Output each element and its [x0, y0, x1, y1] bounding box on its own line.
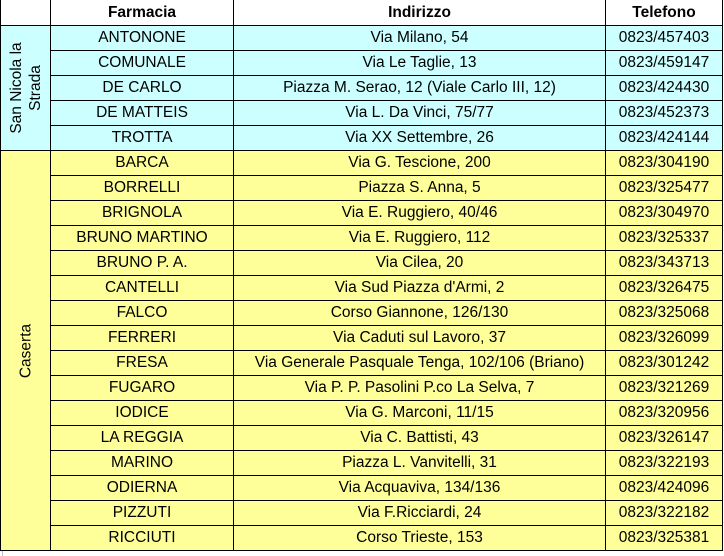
table-row [1, 151, 723, 176]
table-row [1, 176, 723, 201]
cell-telefono[interactable]: 0823/301242 [606, 351, 723, 376]
cell-farmacia[interactable]: BARCA [51, 151, 234, 176]
cell-telefono[interactable]: 0823/325337 [606, 226, 723, 251]
cell-telefono[interactable]: 0823/325477 [606, 176, 723, 201]
cell-farmacia[interactable]: DE MATTEIS [51, 101, 234, 126]
cell-indirizzo[interactable]: Via E. Ruggiero, 112 [234, 226, 606, 251]
table-row [1, 451, 723, 476]
cell-indirizzo[interactable]: Piazza L. Vanvitelli, 31 [234, 451, 606, 476]
cell-telefono[interactable]: 0823/304970 [606, 201, 723, 226]
cell-farmacia[interactable]: DE CARLO [51, 76, 234, 101]
cell-indirizzo[interactable]: Via F.Ricciardi, 24 [234, 501, 606, 526]
cell-farmacia[interactable]: FALCO [51, 301, 234, 326]
group-label-text: Caserta [17, 323, 34, 378]
cell-telefono[interactable]: 0823/321269 [606, 376, 723, 401]
table-row [1, 526, 723, 551]
cell-telefono[interactable]: 0823/322193 [606, 451, 723, 476]
table-row [1, 501, 723, 526]
cell-telefono[interactable]: 0823/322182 [606, 501, 723, 526]
table-row [1, 476, 723, 501]
cell-farmacia[interactable]: COMUNALE [51, 51, 234, 76]
table-row [1, 76, 723, 101]
cell-farmacia[interactable]: BRIGNOLA [51, 201, 234, 226]
table-row [1, 51, 723, 76]
cell-farmacia[interactable]: MARINO [51, 451, 234, 476]
cell-telefono[interactable]: 0823/459147 [606, 51, 723, 76]
table-row [1, 126, 723, 151]
cell-telefono[interactable]: 0823/325381 [606, 526, 723, 551]
cell-farmacia[interactable]: CANTELLI [51, 276, 234, 301]
cell-indirizzo[interactable]: Piazza M. Serao, 12 (Viale Carlo III, 12) [234, 76, 606, 101]
cell-indirizzo[interactable]: Via Caduti sul Lavoro, 37 [234, 326, 606, 351]
cell-farmacia[interactable]: PIZZUTI [51, 501, 234, 526]
cell-telefono[interactable]: 0823/457403 [606, 26, 723, 51]
table-row [1, 251, 723, 276]
cell-farmacia[interactable]: BORRELLI [51, 176, 234, 201]
cell-telefono[interactable]: 0823/320956 [606, 401, 723, 426]
cell-indirizzo[interactable]: Via Generale Pasquale Tenga, 102/106 (Briano) [234, 351, 606, 376]
cell-indirizzo[interactable]: Via Le Taglie, 13 [234, 51, 606, 76]
group-label-cell[interactable] [1, 26, 51, 151]
cell-farmacia[interactable]: BRUNO P. A. [51, 251, 234, 276]
cell-indirizzo[interactable]: Via Milano, 54 [234, 26, 606, 51]
cell-indirizzo[interactable]: Via Acquaviva, 134/136 [234, 476, 606, 501]
cell-indirizzo[interactable]: Via C. Battisti, 43 [234, 426, 606, 451]
table-row [1, 426, 723, 451]
cell-farmacia[interactable]: FERRERI [51, 326, 234, 351]
cell-telefono[interactable]: 0823/326147 [606, 426, 723, 451]
header-telefono[interactable]: Telefono [606, 0, 723, 26]
cell-farmacia[interactable]: LA REGGIA [51, 426, 234, 451]
cell-telefono[interactable]: 0823/424430 [606, 76, 723, 101]
cell-farmacia[interactable]: BRUNO MARTINO [51, 226, 234, 251]
cell-farmacia[interactable]: TROTTA [51, 126, 234, 151]
cell-farmacia[interactable]: RICCIUTI [51, 526, 234, 551]
header-farmacia[interactable]: Farmacia [51, 0, 234, 26]
header-row [1, 0, 723, 26]
cell-indirizzo[interactable]: Corso Trieste, 153 [234, 526, 606, 551]
cell-indirizzo[interactable]: Via L. Da Vinci, 75/77 [234, 101, 606, 126]
cell-telefono[interactable]: 0823/343713 [606, 251, 723, 276]
group-label-text [7, 33, 45, 143]
cell-indirizzo[interactable]: Via P. P. Pasolini P.co La Selva, 7 [234, 376, 606, 401]
group-label-line2: Strada [26, 65, 44, 111]
table-row [1, 376, 723, 401]
table-row [1, 101, 723, 126]
table-row [1, 301, 723, 326]
cell-telefono[interactable]: 0823/326475 [606, 276, 723, 301]
cell-farmacia[interactable]: ANTONONE [51, 26, 234, 51]
table-row [1, 226, 723, 251]
group-label-line1: San Nicola la [7, 42, 25, 134]
header-indirizzo[interactable]: Indirizzo [234, 0, 606, 26]
cell-indirizzo[interactable]: Via Sud Piazza d'Armi, 2 [234, 276, 606, 301]
cell-indirizzo[interactable]: Via XX Settembre, 26 [234, 126, 606, 151]
cell-indirizzo[interactable]: Piazza S. Anna, 5 [234, 176, 606, 201]
table-row [1, 276, 723, 301]
table-row [1, 351, 723, 376]
cell-indirizzo[interactable]: Via G. Tescione, 200 [234, 151, 606, 176]
cell-telefono[interactable]: 0823/424096 [606, 476, 723, 501]
cell-telefono[interactable]: 0823/424144 [606, 126, 723, 151]
table-row [1, 26, 723, 51]
cell-telefono[interactable]: 0823/326099 [606, 326, 723, 351]
group-label-cell[interactable] [1, 151, 51, 551]
cell-farmacia[interactable]: FRESA [51, 351, 234, 376]
cell-telefono[interactable]: 0823/304190 [606, 151, 723, 176]
table-row [1, 201, 723, 226]
table-row [1, 401, 723, 426]
cell-farmacia[interactable]: FUGARO [51, 376, 234, 401]
cell-telefono[interactable]: 0823/452373 [606, 101, 723, 126]
cell-indirizzo[interactable]: Corso Giannone, 126/130 [234, 301, 606, 326]
table-row [1, 326, 723, 351]
cell-telefono[interactable]: 0823/325068 [606, 301, 723, 326]
corner-cell[interactable] [1, 0, 51, 26]
cell-farmacia[interactable]: ODIERNA [51, 476, 234, 501]
cell-indirizzo[interactable]: Via E. Ruggiero, 40/46 [234, 201, 606, 226]
cell-indirizzo[interactable]: Via G. Marconi, 11/15 [234, 401, 606, 426]
cell-indirizzo[interactable]: Via Cilea, 20 [234, 251, 606, 276]
cell-farmacia[interactable]: IODICE [51, 401, 234, 426]
